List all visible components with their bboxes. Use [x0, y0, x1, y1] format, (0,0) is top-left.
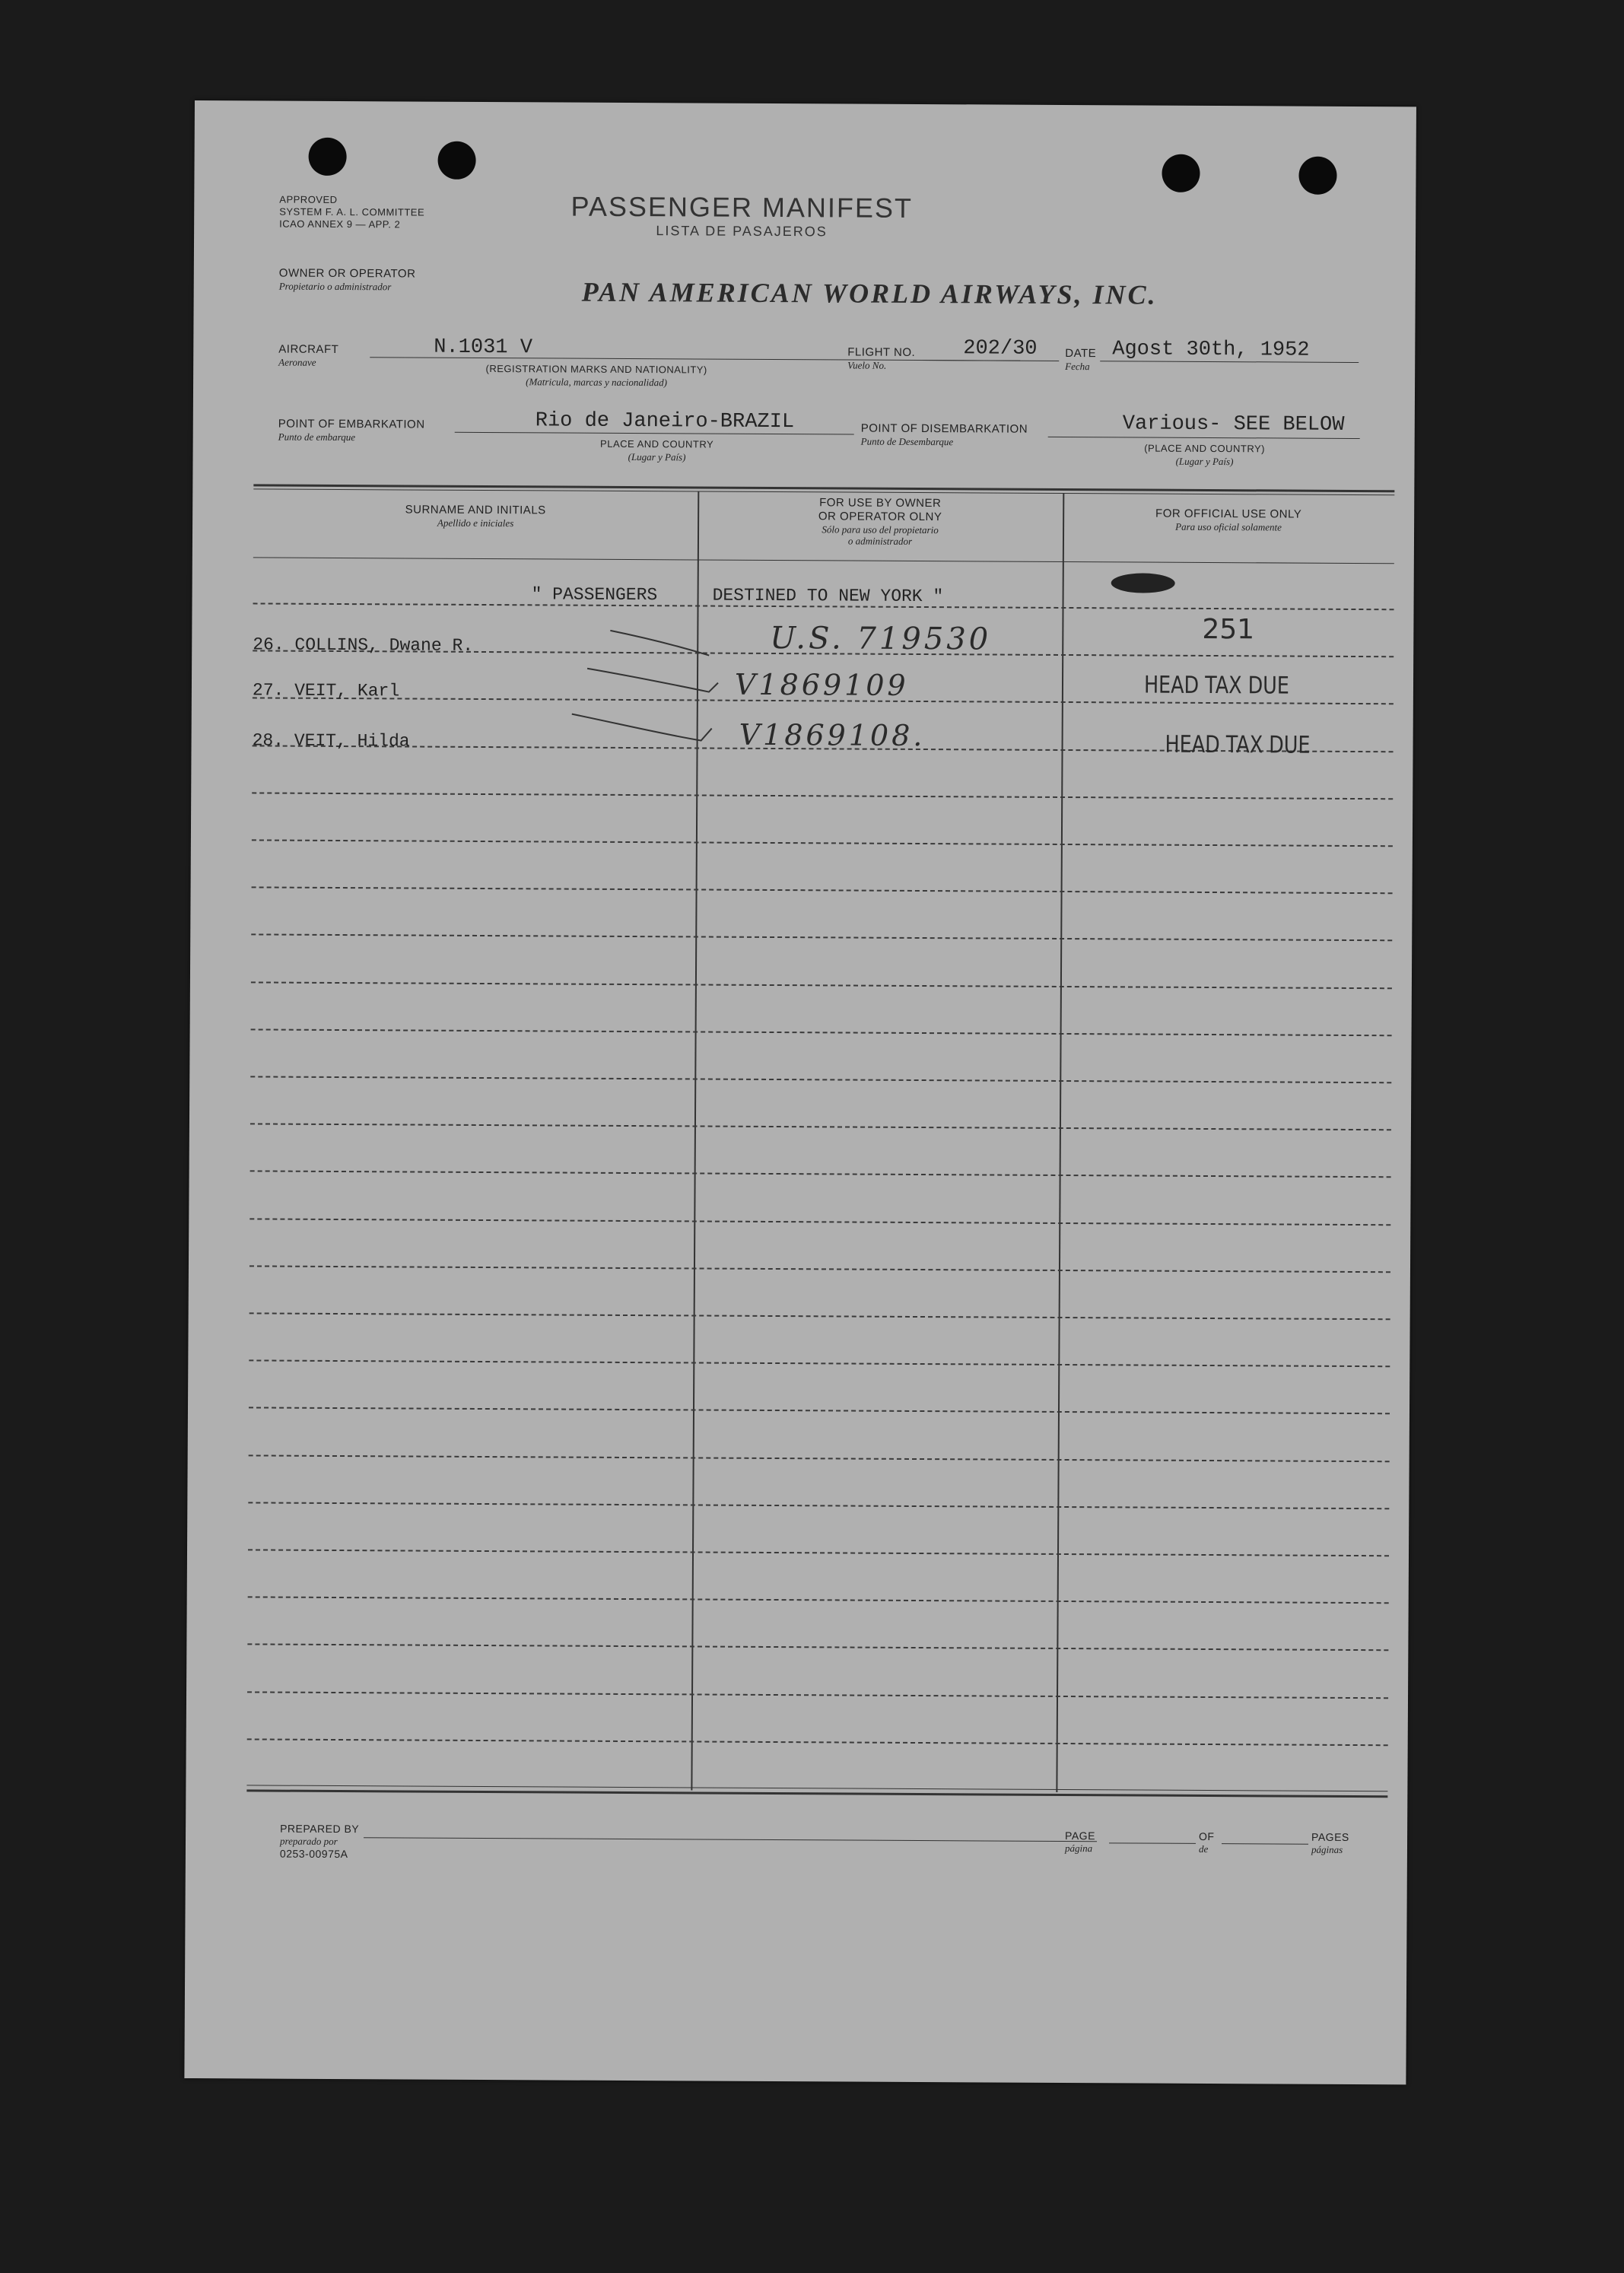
row-rule [249, 1360, 1390, 1368]
row-rule [251, 1028, 1392, 1036]
approval-line: ICAO ANNEX 9 — APP. 2 [279, 218, 401, 230]
pages-label-text: PAGES [1311, 1830, 1349, 1843]
form-number: 0253-00975A [279, 1847, 348, 1861]
flight-label-es: Vuelo No. [847, 359, 887, 371]
punch-hole [1162, 154, 1200, 192]
page-label-es: página [1064, 1842, 1093, 1855]
disembarkation-sublabel [1060, 441, 1349, 468]
prepared-by [280, 1822, 359, 1861]
row-rule [251, 981, 1392, 989]
embarkation-label-es: Punto de embarque [278, 431, 356, 443]
official-note: HEAD TAX DUE [1143, 671, 1289, 700]
of-label-es: de [1198, 1842, 1209, 1855]
column-header-official-es: Para uso oficial solamente [1175, 520, 1282, 533]
row-rule [249, 1454, 1390, 1462]
ink-mark [1111, 573, 1175, 593]
column-header-official-text: FOR OFFICIAL USE ONLY [1155, 507, 1302, 521]
disembarkation-underline [1048, 437, 1360, 439]
pen-stroke [587, 669, 718, 692]
aircraft-sublabel-es: (Matricula, marcas y nacionalidad) [526, 376, 668, 389]
page-title [513, 190, 970, 240]
of-label-text: OF [1199, 1830, 1215, 1843]
aircraft-value: N.1031 V [434, 335, 533, 360]
of-underline [1222, 1843, 1308, 1845]
column-header-owner-es: Sólo para uso del propietario [822, 523, 939, 536]
manifest-table [246, 484, 1394, 1798]
row-rule [248, 1502, 1389, 1509]
disembarkation-label-es: Punto de Desembarque [860, 435, 954, 448]
disembarkation-sublabel-es: (Lugar y País) [1175, 455, 1234, 468]
pen-stroke [610, 631, 709, 656]
flight-label-text: FLIGHT NO. [847, 345, 916, 359]
row-rule [252, 887, 1393, 895]
passenger-name: 27. VEIT, Karl [252, 680, 400, 701]
owner-label-es: Propietario o administrador [278, 280, 392, 293]
approval-line: APPROVED [279, 193, 338, 205]
column-header-surname-es: Apellido e iniciales [437, 517, 514, 529]
aircraft-sublabel-text: (REGISTRATION MARKS AND NATIONALITY) [485, 363, 707, 376]
disembarkation-value: Various- SEE BELOW [1122, 412, 1345, 437]
page-label-text: PAGE [1065, 1830, 1095, 1842]
aircraft-label-text: AIRCRAFT [278, 342, 339, 356]
row-rule [248, 1549, 1389, 1556]
disembarkation-label-text: POINT OF DISEMBARKATION [860, 421, 1028, 436]
manifest-sheet [184, 100, 1416, 2084]
subtitle-text: LISTA DE PASAJEROS [656, 223, 828, 240]
embarkation-label [278, 418, 425, 443]
embarkation-label-text: POINT OF EMBARKATION [278, 417, 425, 431]
row-rule [247, 1644, 1388, 1652]
owner-value: PAN AMERICAN WORLD AIRWAYS, INC. [581, 276, 1158, 310]
aircraft-label-es: Aeronave [278, 356, 316, 368]
official-note: 251 [1202, 613, 1255, 646]
punch-hole [1298, 157, 1336, 195]
embarkation-sublabel-es: (Lugar y País) [628, 450, 686, 463]
page-label [1065, 1829, 1095, 1854]
pages-label-es: páginas [1311, 1843, 1343, 1855]
punch-hole [308, 138, 346, 176]
row-rule [250, 1076, 1391, 1083]
aircraft-label [278, 343, 338, 368]
date-value: Agost 30th, 1952 [1112, 338, 1310, 362]
column-header-owner-line: OR OPERATOR OLNY [818, 510, 942, 524]
section-note-b: DESTINED TO NEW YORK " [712, 585, 944, 607]
punch-hole [437, 141, 475, 180]
date-label [1065, 347, 1096, 372]
row-rule [250, 1171, 1391, 1178]
row-rule [252, 839, 1393, 847]
passenger-name: 26. COLLINS, Dwane R. [253, 634, 474, 656]
column-header-owner-es: o administrador [847, 535, 913, 547]
prepared-by-es: preparado por [279, 1835, 338, 1848]
column-header-owner-line: FOR USE BY OWNER [819, 496, 942, 510]
owner-note: V1869108. [739, 717, 926, 753]
of-label [1199, 1830, 1215, 1855]
date-label-text: DATE [1065, 346, 1097, 361]
column-header-surname-text: SURNAME AND INITIALS [405, 503, 546, 517]
pages-label [1311, 1830, 1349, 1855]
aircraft-sublabel [437, 362, 756, 389]
row-rule [249, 1218, 1390, 1226]
prepared-by-underline [364, 1837, 1097, 1842]
approval-block [279, 194, 424, 231]
row-rule [249, 1265, 1390, 1273]
pen-stroke [572, 714, 712, 741]
row-rule [248, 1597, 1389, 1604]
row-rule [250, 1124, 1391, 1131]
embarkation-sublabel-text: PLACE AND COUNTRY [600, 437, 714, 450]
embarkation-sublabel [497, 437, 817, 463]
passenger-name: 28. VEIT, Hilda [252, 730, 410, 752]
owner-label [279, 267, 416, 293]
disembarkation-sublabel-text: (PLACE AND COUNTRY) [1144, 442, 1266, 455]
flight-label [847, 345, 915, 370]
row-rule [247, 1691, 1388, 1699]
embarkation-value: Rio de Janeiro-BRAZIL [535, 409, 795, 434]
row-rule [251, 934, 1392, 942]
approval-line: SYSTEM F. A. L. COMMITTEE [279, 205, 425, 218]
official-note: HEAD TAX DUE [1165, 730, 1311, 759]
prepared-by-label: PREPARED BY [280, 1822, 360, 1836]
disembarkation-label [861, 422, 1028, 448]
owner-label-text: OWNER OR OPERATOR [278, 266, 416, 281]
owner-note: U.S. 719530 [770, 620, 992, 657]
section-note-a: " PASSENGERS [531, 584, 658, 606]
pen-strokes [252, 484, 1394, 809]
owner-note: V1869109 [734, 667, 909, 702]
row-rule [249, 1312, 1390, 1320]
page-underline [1109, 1842, 1196, 1844]
row-rule [247, 1738, 1388, 1746]
flight-value: 202/30 [963, 337, 1038, 361]
row-rule [249, 1407, 1390, 1415]
title-text: PASSENGER MANIFEST [570, 190, 914, 224]
date-label-es: Fecha [1065, 360, 1090, 373]
